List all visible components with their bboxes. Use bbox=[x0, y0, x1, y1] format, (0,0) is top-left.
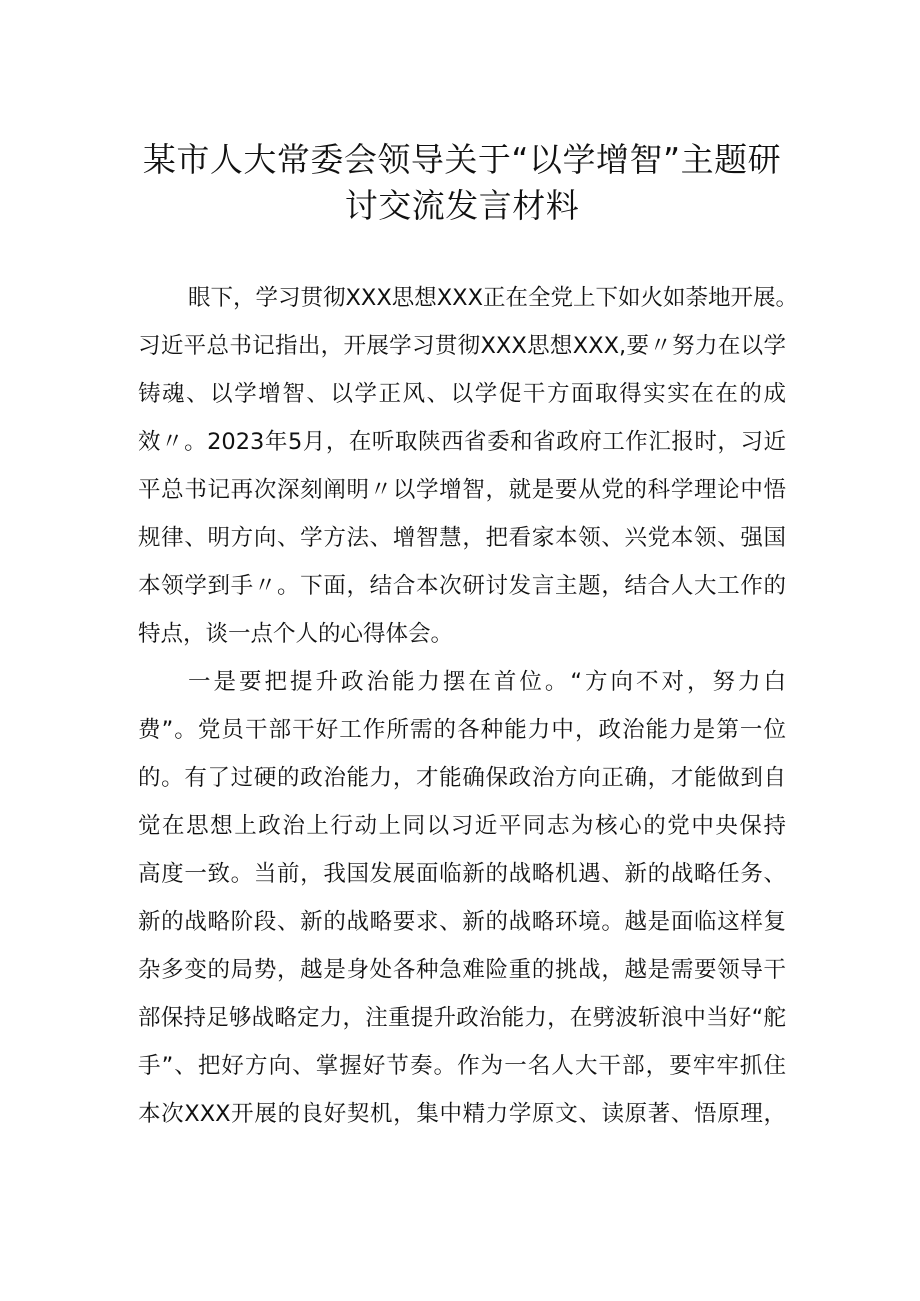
document-title-line-1: 某市人大常委会领导关于“以学增智”主题研 bbox=[142, 140, 782, 179]
paragraph-line: 手”、把好方向、掌握好节奏。作为一名人大干部，要牢牢抓住 bbox=[138, 1053, 786, 1079]
paragraph-line: 新的战略阶段、新的战略要求、新的战略环境。越是面临这样复 bbox=[138, 909, 786, 935]
paragraph-line: 费”。党员干部干好工作所需的各种能力中，政治能力是第一位 bbox=[138, 717, 786, 743]
paragraph-line: 本领学到手〃。下面，结合本次研讨发言主题，结合人大工作的 bbox=[138, 573, 786, 599]
paragraph-line: 一是要把提升政治能力摆在首位。“方向不对，努力白 bbox=[188, 669, 786, 695]
paragraph-line: 杂多变的局势，越是身处各种急难险重的挑战，越是需要领导干 bbox=[138, 957, 786, 983]
paragraph-line: 觉在思想上政治上行动上同以习近平同志为核心的党中央保持 bbox=[138, 813, 786, 839]
paragraph-line: 平总书记再次深刻阐明〃以学增智，就是要从党的科学理论中悟 bbox=[138, 477, 786, 503]
paragraph-line: 规律、明方向、学方法、增智慧，把看家本领、兴党本领、强国 bbox=[138, 525, 786, 551]
paragraph-line: 效〃。2023年5月，在听取陕西省委和省政府工作汇报时，习近 bbox=[138, 429, 786, 455]
paragraph-line: 习近平总书记指出，开展学习贯彻XXX思想XXX,要〃努力在以学 bbox=[138, 333, 786, 359]
paragraph-line: 眼下，学习贯彻XXX思想XXX正在全党上下如火如荼地开展。 bbox=[188, 285, 798, 311]
paragraph-line: 特点，谈一点个人的心得体会。 bbox=[138, 621, 454, 647]
paragraph-line: 本次XXX开展的良好契机，集中精力学原文、读原著、悟原理， bbox=[138, 1101, 786, 1127]
paragraph-line: 铸魂、以学增智、以学正风、以学促干方面取得实实在在的成 bbox=[138, 381, 786, 407]
paragraph-line: 部保持足够战略定力，注重提升政治能力，在劈波斩浪中当好“舵 bbox=[138, 1005, 786, 1031]
paragraph-line: 高度一致。当前，我国发展面临新的战略机遇、新的战略任务、 bbox=[138, 861, 786, 887]
document-title-line-2: 讨交流发言材料 bbox=[344, 186, 580, 225]
paragraph-line: 的。有了过硬的政治能力，才能确保政治方向正确，才能做到自 bbox=[138, 765, 786, 791]
